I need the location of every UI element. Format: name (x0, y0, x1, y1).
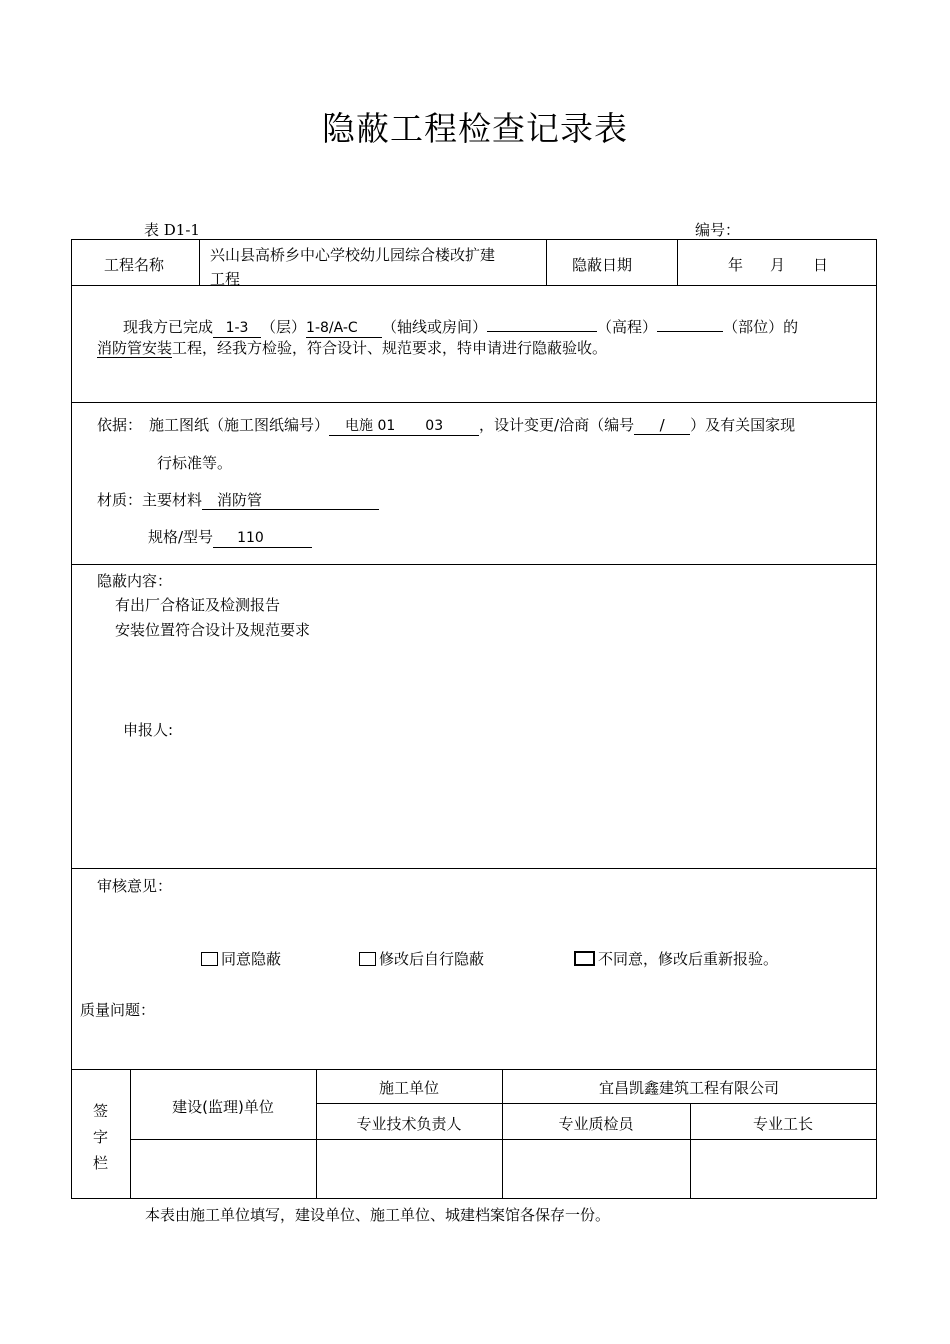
table-border-right (876, 239, 877, 1199)
declarant-label: 申报人: (123, 721, 174, 739)
elevation-label: （高程） (597, 318, 658, 336)
drawing-number-b: 03 (425, 418, 444, 434)
completion-line1 (123, 316, 798, 338)
concealed-label: 隐蔽内容： (97, 572, 173, 590)
contractor-label: 施工单位 (378, 1079, 439, 1097)
col-divider-date (677, 239, 678, 286)
agree-checkbox[interactable] (201, 952, 218, 966)
date-year: 年 (728, 256, 744, 274)
change-number: / (634, 417, 690, 435)
option-agree-label: 同意隐蔽 (221, 950, 282, 968)
review-label: 审核意见： (97, 877, 173, 895)
sign-side-char-3: 栏 (93, 1154, 109, 1172)
change-text: ，设计变更/洽商（编号 (479, 416, 635, 434)
elevation-value (487, 331, 597, 332)
row-divider-5 (71, 1069, 877, 1070)
project-name-line1: 兴山县高桥乡中心学校幼儿园综合楼改扩建 (210, 246, 496, 264)
axis-label: （轴线或房间） (382, 318, 488, 336)
reject-checkbox[interactable] (574, 951, 595, 966)
date-day: 日 (813, 256, 829, 274)
table-border-bottom (71, 1198, 877, 1199)
basis-line2: 行标准等。 (157, 454, 233, 472)
tech-lead-label: 专业技术负责人 (356, 1115, 462, 1133)
option-agree[interactable] (201, 948, 281, 969)
owner-label: 建设(监理)单位 (172, 1098, 274, 1116)
sign-divider-2 (130, 1139, 877, 1140)
form-code: 表 D1-1 (144, 221, 200, 239)
work-value: 消防管安装 (97, 339, 173, 357)
part-label: （部位）的 (723, 318, 799, 336)
sign-side-char-2: 字 (93, 1128, 109, 1146)
part-value (657, 331, 723, 332)
option-reject[interactable] (574, 948, 778, 969)
row-divider-3 (71, 564, 877, 565)
foreman-label: 专业工长 (752, 1115, 813, 1133)
contractor-name: 宜昌凯鑫建筑工程有限公司 (598, 1079, 779, 1097)
modify-checkbox[interactable] (359, 952, 376, 966)
basis-line1 (97, 414, 795, 436)
option-modify-label: 修改后自行隐蔽 (379, 950, 485, 968)
option-modify[interactable] (359, 948, 484, 969)
concealed-item-1: 有出厂合格证及检测报告 (115, 596, 281, 614)
drawing-number-a: 电施 01 (345, 418, 396, 434)
quality-inspector-label: 专业质检员 (558, 1115, 634, 1133)
option-reject-label: 不同意，修改后重新报验。 (598, 950, 779, 968)
spec-line (148, 526, 312, 548)
concealed-item-2: 安装位置符合设计及规范要求 (115, 621, 311, 639)
page-title: 隐蔽工程检查记录表 (322, 109, 628, 148)
drawing-number (329, 418, 479, 436)
material-label: 材质：主要材料 (97, 491, 203, 509)
date-month: 月 (770, 256, 786, 274)
footnote: 本表由施工单位填写，建设单位、施工单位、城建档案馆各保存一份。 (145, 1206, 611, 1224)
row-divider-4 (71, 868, 877, 869)
table-border-left (71, 239, 72, 1199)
basis-tail: ）及有关国家现 (690, 416, 796, 434)
completion-suffix: 工程，经我方检验，符合设计、规范要求，特申请进行隐蔽验收。 (172, 339, 608, 357)
material-line (97, 489, 379, 510)
spec-value: 110 (213, 530, 312, 548)
table-border-top (71, 239, 877, 240)
basis-label: 依据： (97, 416, 143, 434)
sign-divider-1 (316, 1103, 877, 1104)
completion-line2 (97, 337, 607, 358)
completion-prefix: 现我方已完成 (123, 318, 214, 336)
col-divider-name (199, 239, 200, 286)
floor-value: 1-3 (213, 320, 261, 338)
serial-label: 编号： (695, 221, 741, 239)
col-divider-project (546, 239, 547, 286)
project-name-label: 工程名称 (104, 256, 165, 274)
drawing-text: 施工图纸（施工图纸编号） (149, 416, 330, 434)
row-divider-2 (71, 402, 877, 403)
spec-label: 规格/型号 (148, 528, 214, 546)
axis-value: 1-8/A-C (306, 320, 382, 338)
floor-label: （层） (261, 318, 307, 336)
sign-col-1 (130, 1069, 131, 1199)
date-label: 隐蔽日期 (572, 256, 633, 274)
sign-side-char-1: 签 (93, 1102, 109, 1120)
project-name-line2: 工程 (210, 270, 241, 288)
quality-label: 质量问题： (80, 1001, 156, 1019)
material-value: 消防管 (202, 492, 379, 510)
row-divider-1 (71, 285, 877, 286)
